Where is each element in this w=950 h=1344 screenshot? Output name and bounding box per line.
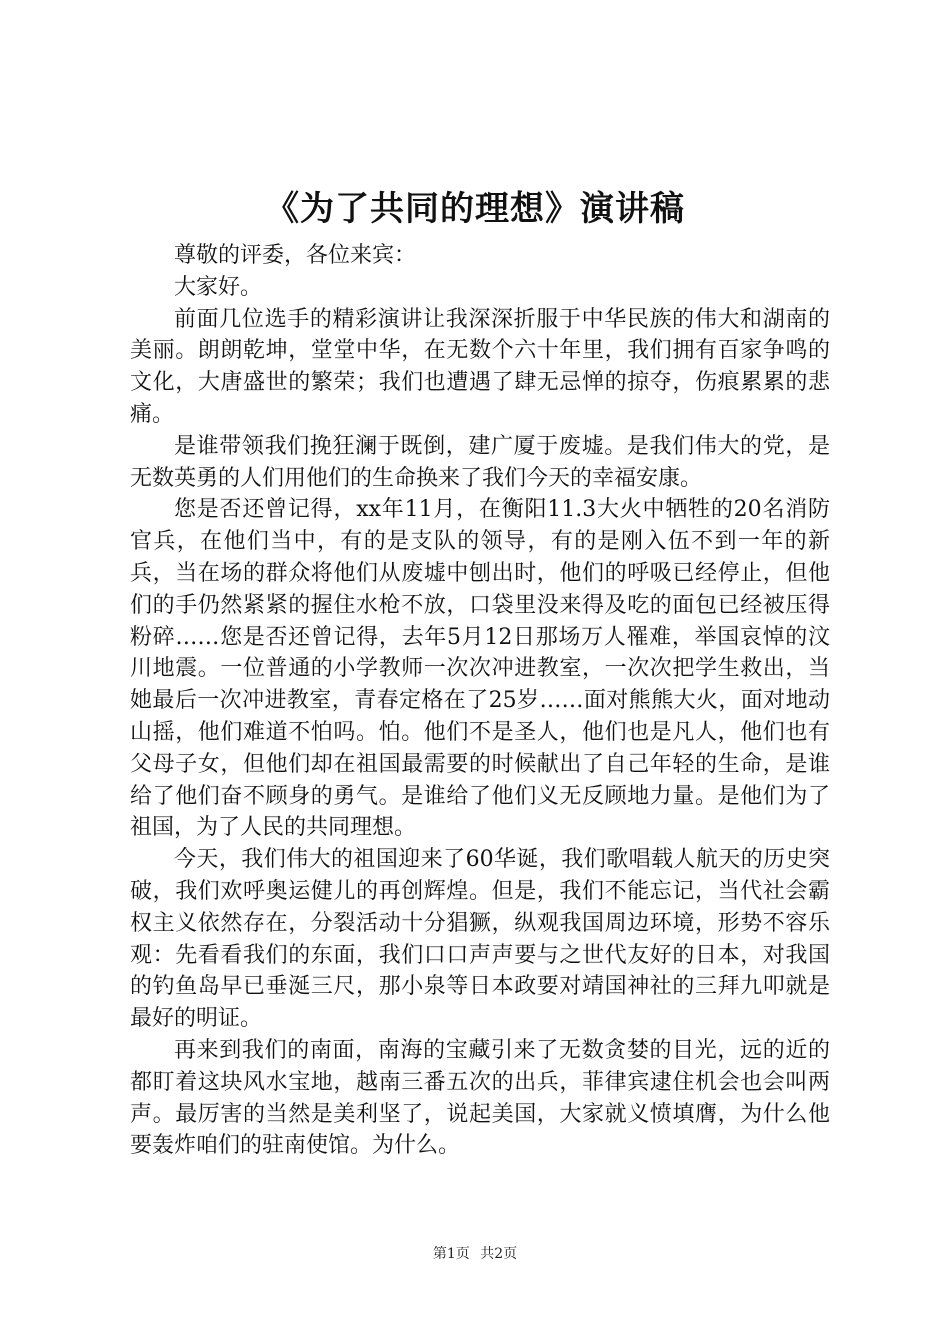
paragraph: 今天，我们伟大的祖国迎来了60华诞，我们歌唱载人航天的历史突破，我们欢呼奥运健儿的再创辉煌。但是，我们不能忘记，当代社会霸权主义依然存在，分裂活动十分猖獗，纵观我国周边环境，形势不容乐观：先看看我们的东面，我们口口声声要与之世代友好的日本，对我国的钓鱼岛早已垂涎三尺，那小泉等日本政要对靖国神社的三拜九叩就是最好的明证。 bbox=[130, 847, 830, 1032]
paragraph: 您是否还曾记得，xx年11月，在衡阳11.3大火中牺牲的20名消防官兵，在他们当中，有的是支队的领导，有的是刚入伍不到一年的新兵，当在场的群众将他们从废墟中刨出时，他们的呼吸已经停止，但他们的手仍然紧紧的握住水枪不放，口袋里没来得及吃的面包已经被压得粉碎……您是否还曾记得，去年5月12日那场万人罹难，举国哀悼的汶川地震。一位普通的小学教师一次次冲进教室，一次次把学生救出，当她最后一次冲进教室，青春定格在了25岁……面对熊熊大火，面对地动山摇，他们难道不怕吗。怕。他们不是圣人，他们也是凡人，他们也有父母子女，但他们却在祖国最需要的时候献出了自己年轻的生命，是谁给了他们奋不顾身的勇气。是谁给了他们义无反顾地力量。是他们为了祖国，为了人民的共同理想。 bbox=[130, 497, 830, 841]
page-number: 第1页 bbox=[432, 1246, 470, 1262]
salutation: 尊敬的评委，各位来宾： bbox=[174, 243, 417, 268]
page-footer bbox=[0, 1244, 950, 1264]
greeting: 大家好。 bbox=[174, 274, 263, 300]
document-title: 《为了共同的理想》演讲稿 bbox=[265, 189, 685, 229]
paragraph: 是谁带领我们挽狂澜于既倒，建广厦于废墟。是我们伟大的党，是无数英勇的人们用他们的生命换来了我们今天的幸福安康。 bbox=[130, 433, 830, 491]
document-body bbox=[130, 240, 830, 1162]
page-total: 共2页 bbox=[480, 1246, 518, 1262]
paragraph: 再来到我们的南面，南海的宝藏引来了无数贪婪的目光，远的近的都盯着这块风水宝地，越南三番五次的出兵，菲律宾逮住机会也会叫两声。最厉害的当然是美利坚了，说起美国，大家就义愤填膺，为什么他要轰炸咱们的驻南使馆。为什么。 bbox=[130, 1037, 830, 1159]
paragraph: 前面几位选手的精彩演讲让我深深折服于中华民族的伟大和湖南的美丽。朗朗乾坤，堂堂中华，在无数个六十年里，我们拥有百家争鸣的文化，大唐盛世的繁荣；我们也遭遇了肆无忌惮的掠夺，伤痕累累的悲痛。 bbox=[130, 306, 830, 427]
